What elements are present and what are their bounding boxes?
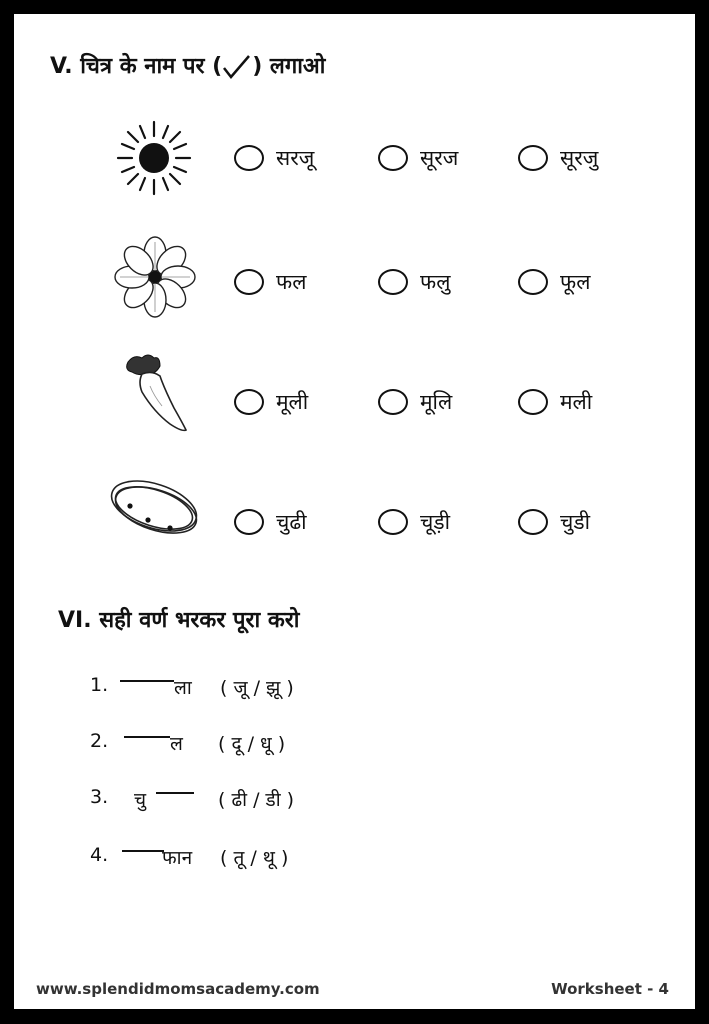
section-v-number: V. (50, 54, 73, 79)
option-label: मूलि (420, 390, 453, 414)
answer-blank[interactable] (120, 680, 174, 682)
item-number: 4. (90, 844, 109, 866)
footer-worksheet-number: Worksheet - 4 (551, 980, 669, 998)
option-label: फूल (560, 270, 591, 294)
answer-blank[interactable] (124, 736, 170, 738)
option-label: चुडी (560, 510, 591, 534)
option-label: चुढी (276, 510, 307, 534)
option-label: सूरज (420, 146, 459, 170)
option-circle[interactable] (378, 389, 408, 415)
option-circle[interactable] (234, 145, 264, 171)
option-2[interactable] (378, 142, 458, 174)
item-choices: ( ढी / डी ) (218, 789, 295, 811)
option-label: चूड़ी (420, 510, 451, 534)
item-word: ल (170, 733, 183, 755)
option-label: फलु (420, 270, 451, 294)
option-2[interactable] (378, 386, 452, 418)
option-label: मली (560, 390, 593, 414)
option-circle[interactable] (234, 389, 264, 415)
item-choices: ( तू / थू ) (220, 847, 289, 869)
bangle-icon (108, 470, 204, 546)
section-vi-number: VI. (58, 608, 92, 633)
option-circle[interactable] (378, 145, 408, 171)
footer-website: www.splendidmomsacademy.com (36, 980, 320, 998)
item-choices: ( दू / धू ) (218, 733, 286, 755)
item-choices: ( जू / झू ) (220, 677, 294, 699)
option-circle[interactable] (518, 389, 548, 415)
option-1[interactable] (234, 266, 306, 298)
option-label: सूरजु (560, 146, 599, 170)
option-circle[interactable] (518, 145, 548, 171)
checkmark-icon (222, 54, 252, 80)
item-number: 3. (90, 786, 109, 808)
picture-row-bangle (14, 468, 695, 558)
picture-row-sun (14, 114, 695, 204)
section-vi-title: सही वर्ण भरकर पूरा करो (99, 608, 300, 633)
option-1[interactable] (234, 142, 314, 174)
answer-blank[interactable] (122, 850, 164, 852)
item-word: चु (134, 789, 147, 811)
option-circle[interactable] (378, 269, 408, 295)
option-label: मूली (276, 390, 309, 414)
option-3[interactable] (518, 266, 590, 298)
option-circle[interactable] (518, 509, 548, 535)
option-circle[interactable] (234, 509, 264, 535)
option-3[interactable] (518, 506, 590, 538)
worksheet-page (14, 14, 695, 1009)
item-word: फान (162, 847, 193, 869)
answer-blank[interactable] (156, 792, 194, 794)
option-1[interactable] (234, 506, 307, 538)
item-number: 2. (90, 730, 109, 752)
option-1[interactable] (234, 386, 308, 418)
radish-icon (120, 352, 190, 436)
option-2[interactable] (378, 266, 450, 298)
option-circle[interactable] (234, 269, 264, 295)
option-2[interactable] (378, 506, 450, 538)
option-circle[interactable] (378, 509, 408, 535)
picture-row-flower (14, 236, 695, 326)
sun-icon (114, 118, 194, 198)
flower-icon (114, 236, 196, 318)
option-label: फल (276, 270, 307, 294)
item-word: ला (174, 677, 192, 699)
section-vi-heading (58, 604, 299, 634)
section-v-title-start: चित्र के नाम पर ( (80, 54, 223, 79)
section-v-heading (50, 50, 325, 80)
option-3[interactable] (518, 386, 592, 418)
option-circle[interactable] (518, 269, 548, 295)
option-label: सरजू (276, 146, 315, 170)
option-3[interactable] (518, 142, 598, 174)
item-number: 1. (90, 674, 109, 696)
section-v-title-end: ) लगाओ (252, 54, 326, 79)
picture-row-radish (14, 352, 695, 442)
